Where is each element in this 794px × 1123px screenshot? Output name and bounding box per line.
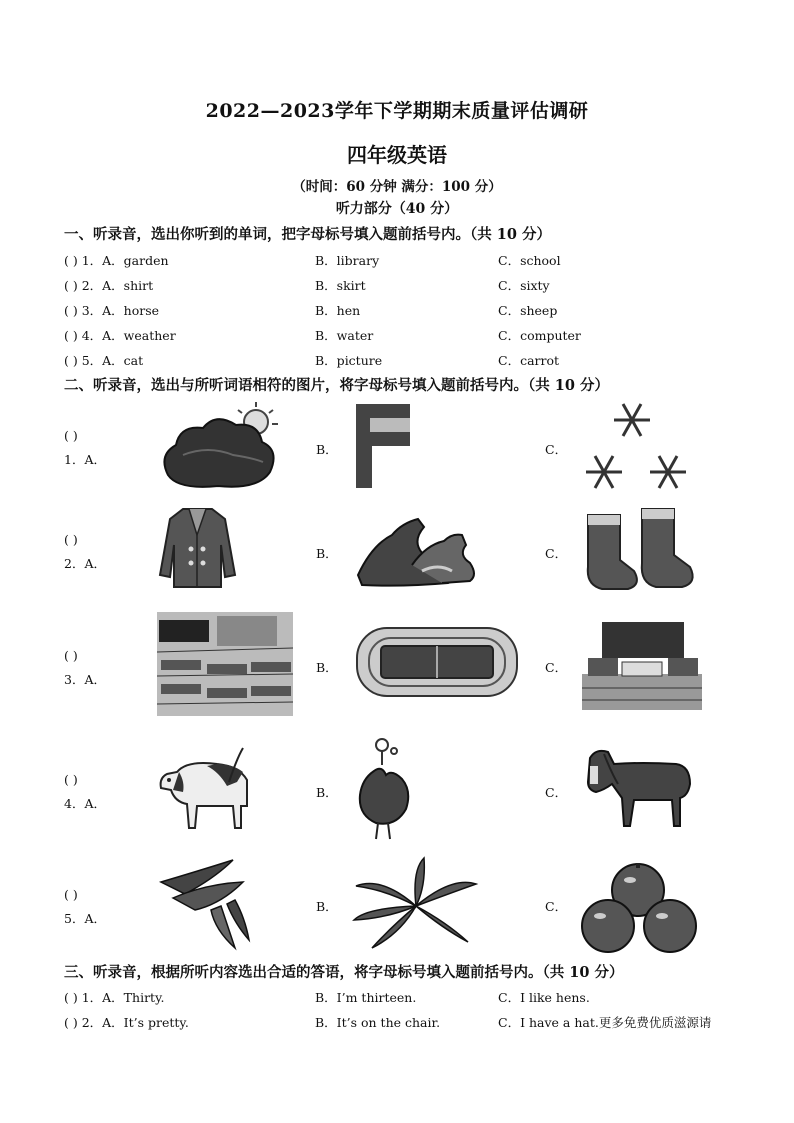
classroom-icon — [157, 612, 293, 716]
question-number: 3．A． — [64, 672, 106, 687]
answer-bracket: ( ) — [64, 532, 78, 547]
time-score: （时间：60 分钟 满分：100 分） — [292, 179, 502, 195]
answer-bracket: ( ) — [64, 887, 78, 902]
section1-heading: 一、听录音，选出你听到的单词，把字母标号填入题前括号内。（共 10 分） — [64, 226, 552, 243]
section2-question-1 — [64, 424, 106, 472]
option-b: B．library — [315, 253, 380, 268]
option-c: C．computer — [498, 328, 581, 343]
question-prompt: ( ) 2．A．It’s pretty. — [64, 1015, 189, 1030]
option-c: C．sixty — [498, 278, 550, 293]
section3-heading: 三、听录音，根据所听内容选出合适的答语，将字母标号填入题前括号内。（共 10 分） — [64, 964, 624, 981]
coat-icon — [155, 505, 240, 590]
horse-icon — [582, 744, 694, 834]
library-icon — [582, 618, 702, 710]
option-c-label: C． — [545, 546, 568, 561]
tomatoes-icon — [580, 860, 700, 954]
option-b-label: B． — [316, 546, 338, 561]
question-prompt: ( ) 4．A．weather — [64, 328, 176, 343]
section2-question-5 — [64, 883, 106, 931]
exam-title: 2022—2023学年下学期期末质量评估调研 — [205, 100, 589, 122]
option-b: B．water — [315, 328, 374, 343]
option-c-label: C． — [545, 442, 568, 457]
section2-question-4 — [64, 768, 106, 816]
hen-icon — [352, 735, 414, 843]
option-b-label: B． — [316, 442, 338, 457]
option-b: B．skirt — [315, 278, 366, 293]
question-prompt: ( ) 5．A．cat — [64, 353, 144, 368]
shoes-icon — [352, 505, 480, 590]
question-number: 1．A． — [64, 452, 106, 467]
section2-question-2 — [64, 528, 106, 576]
answer-bracket: ( ) — [64, 648, 78, 663]
option-c-label: C． — [545, 899, 568, 914]
option-c: C．I have a hat.更多免费优质滋源请 — [498, 1015, 712, 1030]
option-c: C．I like hens. — [498, 990, 590, 1005]
letter-f-icon — [352, 402, 412, 490]
option-b-label: B． — [316, 785, 338, 800]
cow-icon — [157, 742, 257, 834]
socks-icon — [580, 505, 705, 593]
option-c: C．carrot — [498, 353, 560, 368]
option-b-label: B． — [316, 660, 338, 675]
option-c: C．school — [498, 253, 561, 268]
option-b-label: B． — [316, 899, 338, 914]
option-b: B．I’m thirteen. — [315, 990, 417, 1005]
option-b: B．hen — [315, 303, 361, 318]
question-number: 2．A． — [64, 556, 106, 571]
playground-icon — [353, 624, 521, 700]
option-c-label: C． — [545, 660, 568, 675]
question-prompt: ( ) 3．A．horse — [64, 303, 160, 318]
leaves-icon — [352, 856, 480, 952]
question-prompt: ( ) 1．A．Thirty. — [64, 990, 165, 1005]
question-prompt: ( ) 2．A．shirt — [64, 278, 154, 293]
option-c-label: C． — [545, 785, 568, 800]
question-prompt: ( ) 1．A．garden — [64, 253, 169, 268]
listening-part-title: 听力部分（40 分） — [335, 201, 459, 217]
snowflakes-icon — [580, 398, 705, 496]
section2-heading: 二、听录音，选出与所听词语相符的图片，将字母标号填入题前括号内。（共 10 分） — [64, 377, 610, 394]
answer-bracket: ( ) — [64, 428, 78, 443]
option-c: C．sheep — [498, 303, 558, 318]
answer-bracket: ( ) — [64, 772, 78, 787]
option-b: B．picture — [315, 353, 383, 368]
green-beans-icon — [155, 852, 255, 952]
cloudy-icon — [158, 400, 283, 495]
exam-subtitle: 四年级英语 — [347, 143, 447, 167]
section2-question-3 — [64, 644, 106, 692]
question-number: 4．A． — [64, 796, 106, 811]
option-b: B．It’s on the chair. — [315, 1015, 441, 1030]
question-number: 5．A． — [64, 911, 106, 926]
